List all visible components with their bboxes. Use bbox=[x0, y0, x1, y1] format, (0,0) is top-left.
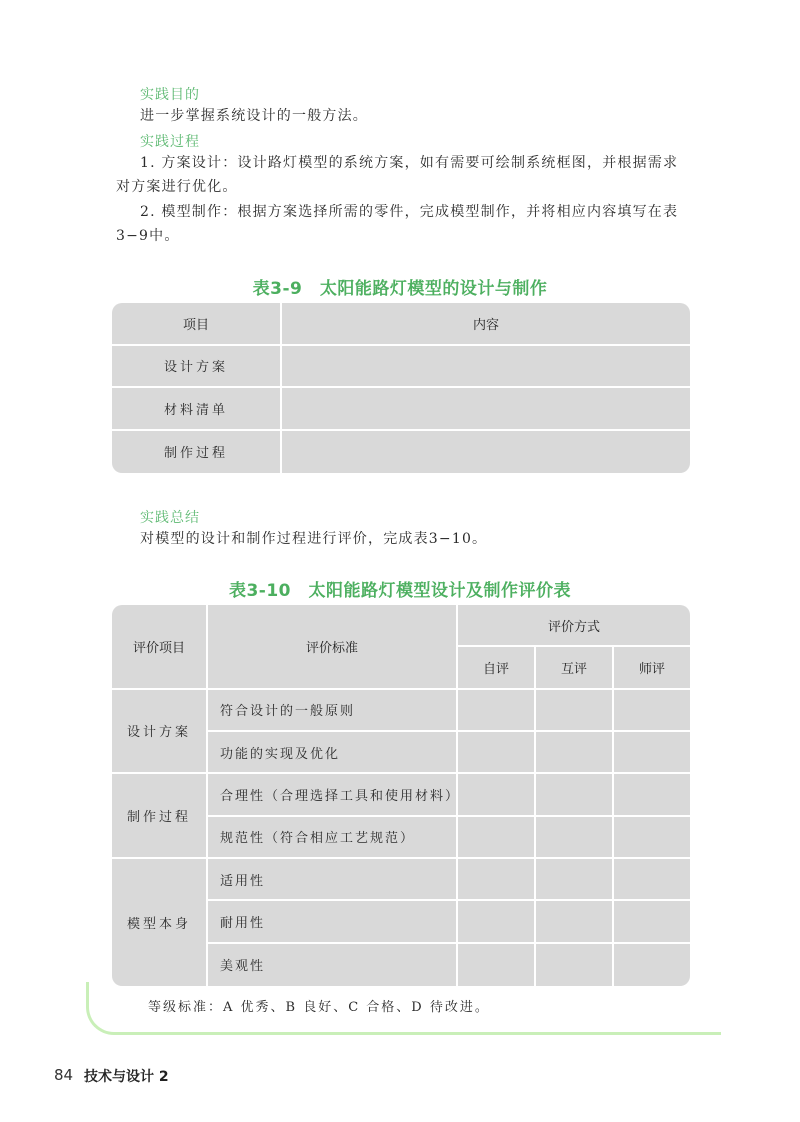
score-cell[interactable] bbox=[614, 817, 690, 859]
step2-text: 2. 模型制作：根据方案选择所需的零件，完成模型制作，并将相应内容填写在表3−9中。 bbox=[116, 204, 679, 244]
summary-text: 对模型的设计和制作过程进行评价，完成表3−10。 bbox=[140, 531, 488, 547]
practice-process-heading: 实践过程 bbox=[140, 134, 200, 150]
score-cell[interactable] bbox=[536, 732, 614, 774]
table1-cell[interactable] bbox=[282, 431, 690, 474]
eval-criterion: 合理性（合理选择工具和使用材料） bbox=[208, 774, 458, 816]
practice-goal-text: 进一步掌握系统设计的一般方法。 bbox=[140, 108, 368, 124]
practice-goal-heading: 实践目的 bbox=[140, 87, 200, 103]
table1-header-content: 内容 bbox=[282, 303, 690, 346]
table1-row-label: 设计方案 bbox=[112, 346, 282, 389]
score-cell[interactable] bbox=[536, 859, 614, 901]
design-table bbox=[112, 303, 690, 473]
table1-cell[interactable] bbox=[282, 346, 690, 389]
score-cell[interactable] bbox=[458, 859, 536, 901]
score-cell[interactable] bbox=[614, 901, 690, 943]
eval-item: 模型本身 bbox=[112, 859, 208, 986]
book-title: 技术与设计 2 bbox=[84, 1069, 169, 1085]
eval-criterion: 适用性 bbox=[208, 859, 458, 901]
table2-header-item: 评价项目 bbox=[112, 605, 208, 690]
score-cell[interactable] bbox=[536, 690, 614, 732]
grade-standard: 等级标准：A 优秀、B 良好、C 合格、D 待改进。 bbox=[148, 1000, 490, 1015]
step1-text: 1. 方案设计：设计路灯模型的系统方案，如有需要可绘制系统框图，并根据需求对方案进行优化。 bbox=[116, 155, 679, 195]
eval-criterion: 规范性（符合相应工艺规范） bbox=[208, 817, 458, 859]
table2-header-method: 评价方式 bbox=[458, 605, 690, 647]
table1-cell[interactable] bbox=[282, 388, 690, 431]
evaluation-table bbox=[112, 605, 690, 986]
summary-heading: 实践总结 bbox=[140, 510, 200, 526]
score-cell[interactable] bbox=[614, 732, 690, 774]
table1-row-label: 制作过程 bbox=[112, 431, 282, 474]
score-cell[interactable] bbox=[458, 901, 536, 943]
table1-row-label: 材料清单 bbox=[112, 388, 282, 431]
score-cell[interactable] bbox=[536, 774, 614, 816]
score-cell[interactable] bbox=[458, 944, 536, 986]
score-cell[interactable] bbox=[614, 774, 690, 816]
eval-item: 设计方案 bbox=[112, 690, 208, 775]
score-cell[interactable] bbox=[536, 901, 614, 943]
method-self: 自评 bbox=[458, 647, 536, 689]
score-cell[interactable] bbox=[536, 944, 614, 986]
score-cell[interactable] bbox=[536, 817, 614, 859]
page-number: 84 bbox=[54, 1066, 74, 1084]
table1-header-item: 项目 bbox=[112, 303, 282, 346]
eval-item: 制作过程 bbox=[112, 774, 208, 859]
score-cell[interactable] bbox=[458, 690, 536, 732]
score-cell[interactable] bbox=[614, 859, 690, 901]
eval-criterion: 耐用性 bbox=[208, 901, 458, 943]
score-cell[interactable] bbox=[614, 944, 690, 986]
score-cell[interactable] bbox=[458, 732, 536, 774]
score-cell[interactable] bbox=[458, 817, 536, 859]
eval-criterion: 功能的实现及优化 bbox=[208, 732, 458, 774]
score-cell[interactable] bbox=[614, 690, 690, 732]
score-cell[interactable] bbox=[458, 774, 536, 816]
table2-header-criteria: 评价标准 bbox=[208, 605, 458, 690]
table1-caption: 表3-9 太阳能路灯模型的设计与制作 bbox=[252, 279, 548, 299]
table2-caption: 表3-10 太阳能路灯模型设计及制作评价表 bbox=[228, 581, 572, 601]
eval-criterion: 符合设计的一般原则 bbox=[208, 690, 458, 732]
method-peer: 互评 bbox=[536, 647, 614, 689]
eval-criterion: 美观性 bbox=[208, 944, 458, 986]
method-teacher: 师评 bbox=[614, 647, 690, 689]
